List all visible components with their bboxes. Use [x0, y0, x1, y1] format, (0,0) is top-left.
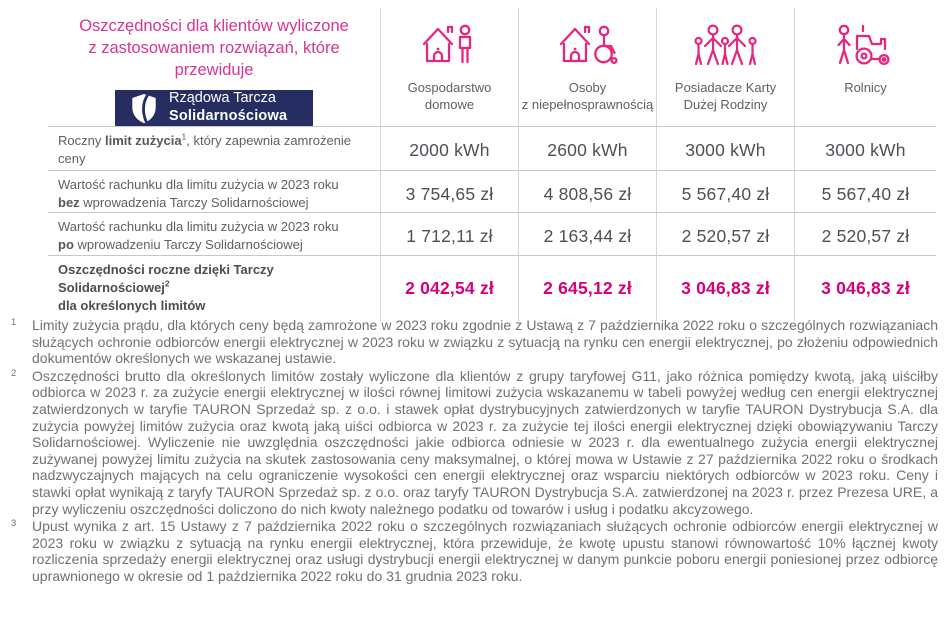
column-header-disabled	[518, 8, 656, 126]
footnote-3	[8, 518, 938, 584]
savings-table	[48, 8, 936, 314]
shield-icon	[129, 92, 159, 125]
footnote-marker: 1	[11, 317, 17, 328]
footnote-ref-2: 2	[164, 278, 170, 289]
footnote-text: Oszczędności brutto dla określonych limitów zostały wyliczone dla klientów z grupy taryfowej G11, jako różnica pomiędzy kwotą, jaką uiściłby odbiorca w 2023 r. za zużycie energii elektrycznej w ilości równej limitowi zużycia wskazanemu w tabeli powyżej według cen energii elektrycznej zatwierdzonych w taryfie TAURON Sprzedaż sp. z o.o. i stawek opłat dystrybucyjnych zatwierdzonych w taryfie TAURON Dystrybucja S.A. dla zużycia powyżej limitów zużycia oraz kwotą jaką uiści odbiorca w 2023 r. za zużycie tej ilości energii elektrycznej dzięki obowiązywaniu Tarczy Solidarnościowej. Wyliczenie nie uwzględnia oszczędności jakie odbiorca odniesie w 2023 r. dla ewentualnego zużycia energii elektrycznej zużywanej powyżej limitu zużycia na skutek zastosowania ceny maksymalnej, o której mowa w Ustawie z 27 października 2022 roku o środkach nadzwyczajnych mających na celu ograniczenie wysokości cen energii elektrycznej oraz wsparciu niektórych odbiorców w 2023 roku. Ceny i stawki opłat wynikają z taryfy TAURON Sprzedaż sp. z o.o. oraz taryfy TAURON Dystrybucja S.A. zatwierdzonej na 2023 r. przez Prezesa URE, a przy wyliczeniu oszczędności doliczono do nich kwoty należnego podatku od towarów i usług i podatku akcyzowego.	[32, 367, 938, 517]
cell-savings-value: 3 046,83 zł	[656, 256, 794, 321]
footnote-2	[8, 368, 938, 517]
house-wheelchair-icon	[558, 18, 618, 74]
column-label: Gospodarstwo domowe	[407, 80, 492, 112]
table-row-limit	[48, 126, 936, 170]
cell-value: 2600 kWh	[518, 127, 656, 173]
cell-value: 2 520,57 zł	[656, 213, 794, 259]
table-title	[48, 16, 380, 81]
column-header-large-family	[656, 8, 794, 126]
logo-line1: Rządowa Tarcza	[169, 90, 276, 107]
column-label: Rolnicy	[844, 80, 887, 95]
table-row-bill-without	[48, 170, 936, 212]
farmer-tractor-icon	[836, 18, 896, 74]
cell-value: 2 520,57 zł	[794, 213, 936, 259]
footnotes-section	[8, 317, 938, 586]
table-header-row	[48, 8, 936, 126]
table-row-bill-with	[48, 212, 936, 255]
cell-value: 3 754,65 zł	[380, 171, 518, 217]
row-label: Oszczędności roczne dzięki Tarczy Solidarnościowej$^2$ dla określonych limitów	[58, 262, 274, 314]
footnote-marker: 2	[11, 367, 17, 379]
table-title-line2: z zastosowaniem rozwiązań, które przewiduje	[88, 38, 340, 79]
table-row-savings	[48, 255, 936, 314]
cell-value: 2 163,44 zł	[518, 213, 656, 259]
cell-value: 5 567,40 zł	[656, 171, 794, 217]
cell-value: 3000 kWh	[656, 127, 794, 173]
cell-value: 3000 kWh	[794, 127, 936, 173]
cell-savings-value: 3 046,83 zł	[794, 256, 936, 321]
column-label: Posiadacze Karty Dużej Rodziny	[674, 80, 777, 112]
table-title-cell	[48, 8, 380, 126]
cell-savings-value: 2 042,54 zł	[380, 256, 518, 321]
logo-text	[169, 90, 287, 125]
house-person-icon	[421, 18, 479, 74]
cell-value: 2000 kWh	[380, 127, 518, 173]
footnote-1	[8, 317, 938, 367]
row-label: Wartość rachunku dla limitu zużycia w 2023 roku bez wprowadzenia Tarczy Solidarnościowej	[58, 177, 339, 211]
column-header-farmers	[794, 8, 936, 126]
row-label: Roczny limit zużycia$^1$, który zapewnia zamrożenie ceny	[58, 131, 352, 167]
cell-value: 4 808,56 zł	[518, 171, 656, 217]
footnote-text: Upust wynika z art. 15 Ustawy z 7 października 2022 roku o szczególnych rozwiązaniach służących ochronie odbiorców energii elektrycznej w 2023 roku w związku z sytuacją na rynku energii elektrycznej, która przewiduje, że kwotę upustu stanowi równowartość 10% łącznej kwoty rozliczenia sprzedaży energii elektrycznej oraz usługi dystrybucji energii elektrycznej w danym punkcie poboru energii poniesionej przez odbiorcę uprawnionego w okresie od 1 października 2022 roku do 31 grudnia 2023 roku.	[32, 518, 938, 584]
logo-line2: Solidarnościowa	[169, 108, 288, 125]
column-label: Osoby z niepełnosprawnością	[521, 80, 654, 112]
footnote-marker: 3	[11, 518, 17, 530]
rzadowa-tarcza-logo	[115, 90, 313, 126]
table-title-line1: Oszczędności dla klientów wyliczone	[79, 17, 349, 35]
cell-value: 5 567,40 zł	[794, 171, 936, 217]
row-label: Wartość rachunku dla limitu zużycia w 2023 roku po wprowadzeniu Tarczy Solidarnościowej	[58, 219, 339, 253]
column-header-households	[380, 8, 518, 126]
footnote-ref-1: 1	[181, 131, 187, 142]
cell-value: 1 712,11 zł	[380, 213, 518, 259]
family-icon	[693, 18, 759, 74]
footnote-text: Limity zużycia prądu, dla których ceny będą zamrożone w 2023 roku zgodnie z Ustawą z 7 października 2022 roku o szczególnych rozwiązaniach służących ochronie odbiorców energii elektrycznej w 2023 roku w związku z sytuacją na rynku cen energii elektrycznej, po złożeniu odpowiednich dokumentów określonych we wskazanej ustawie.	[32, 317, 938, 367]
cell-savings-value: 2 645,12 zł	[518, 256, 656, 321]
